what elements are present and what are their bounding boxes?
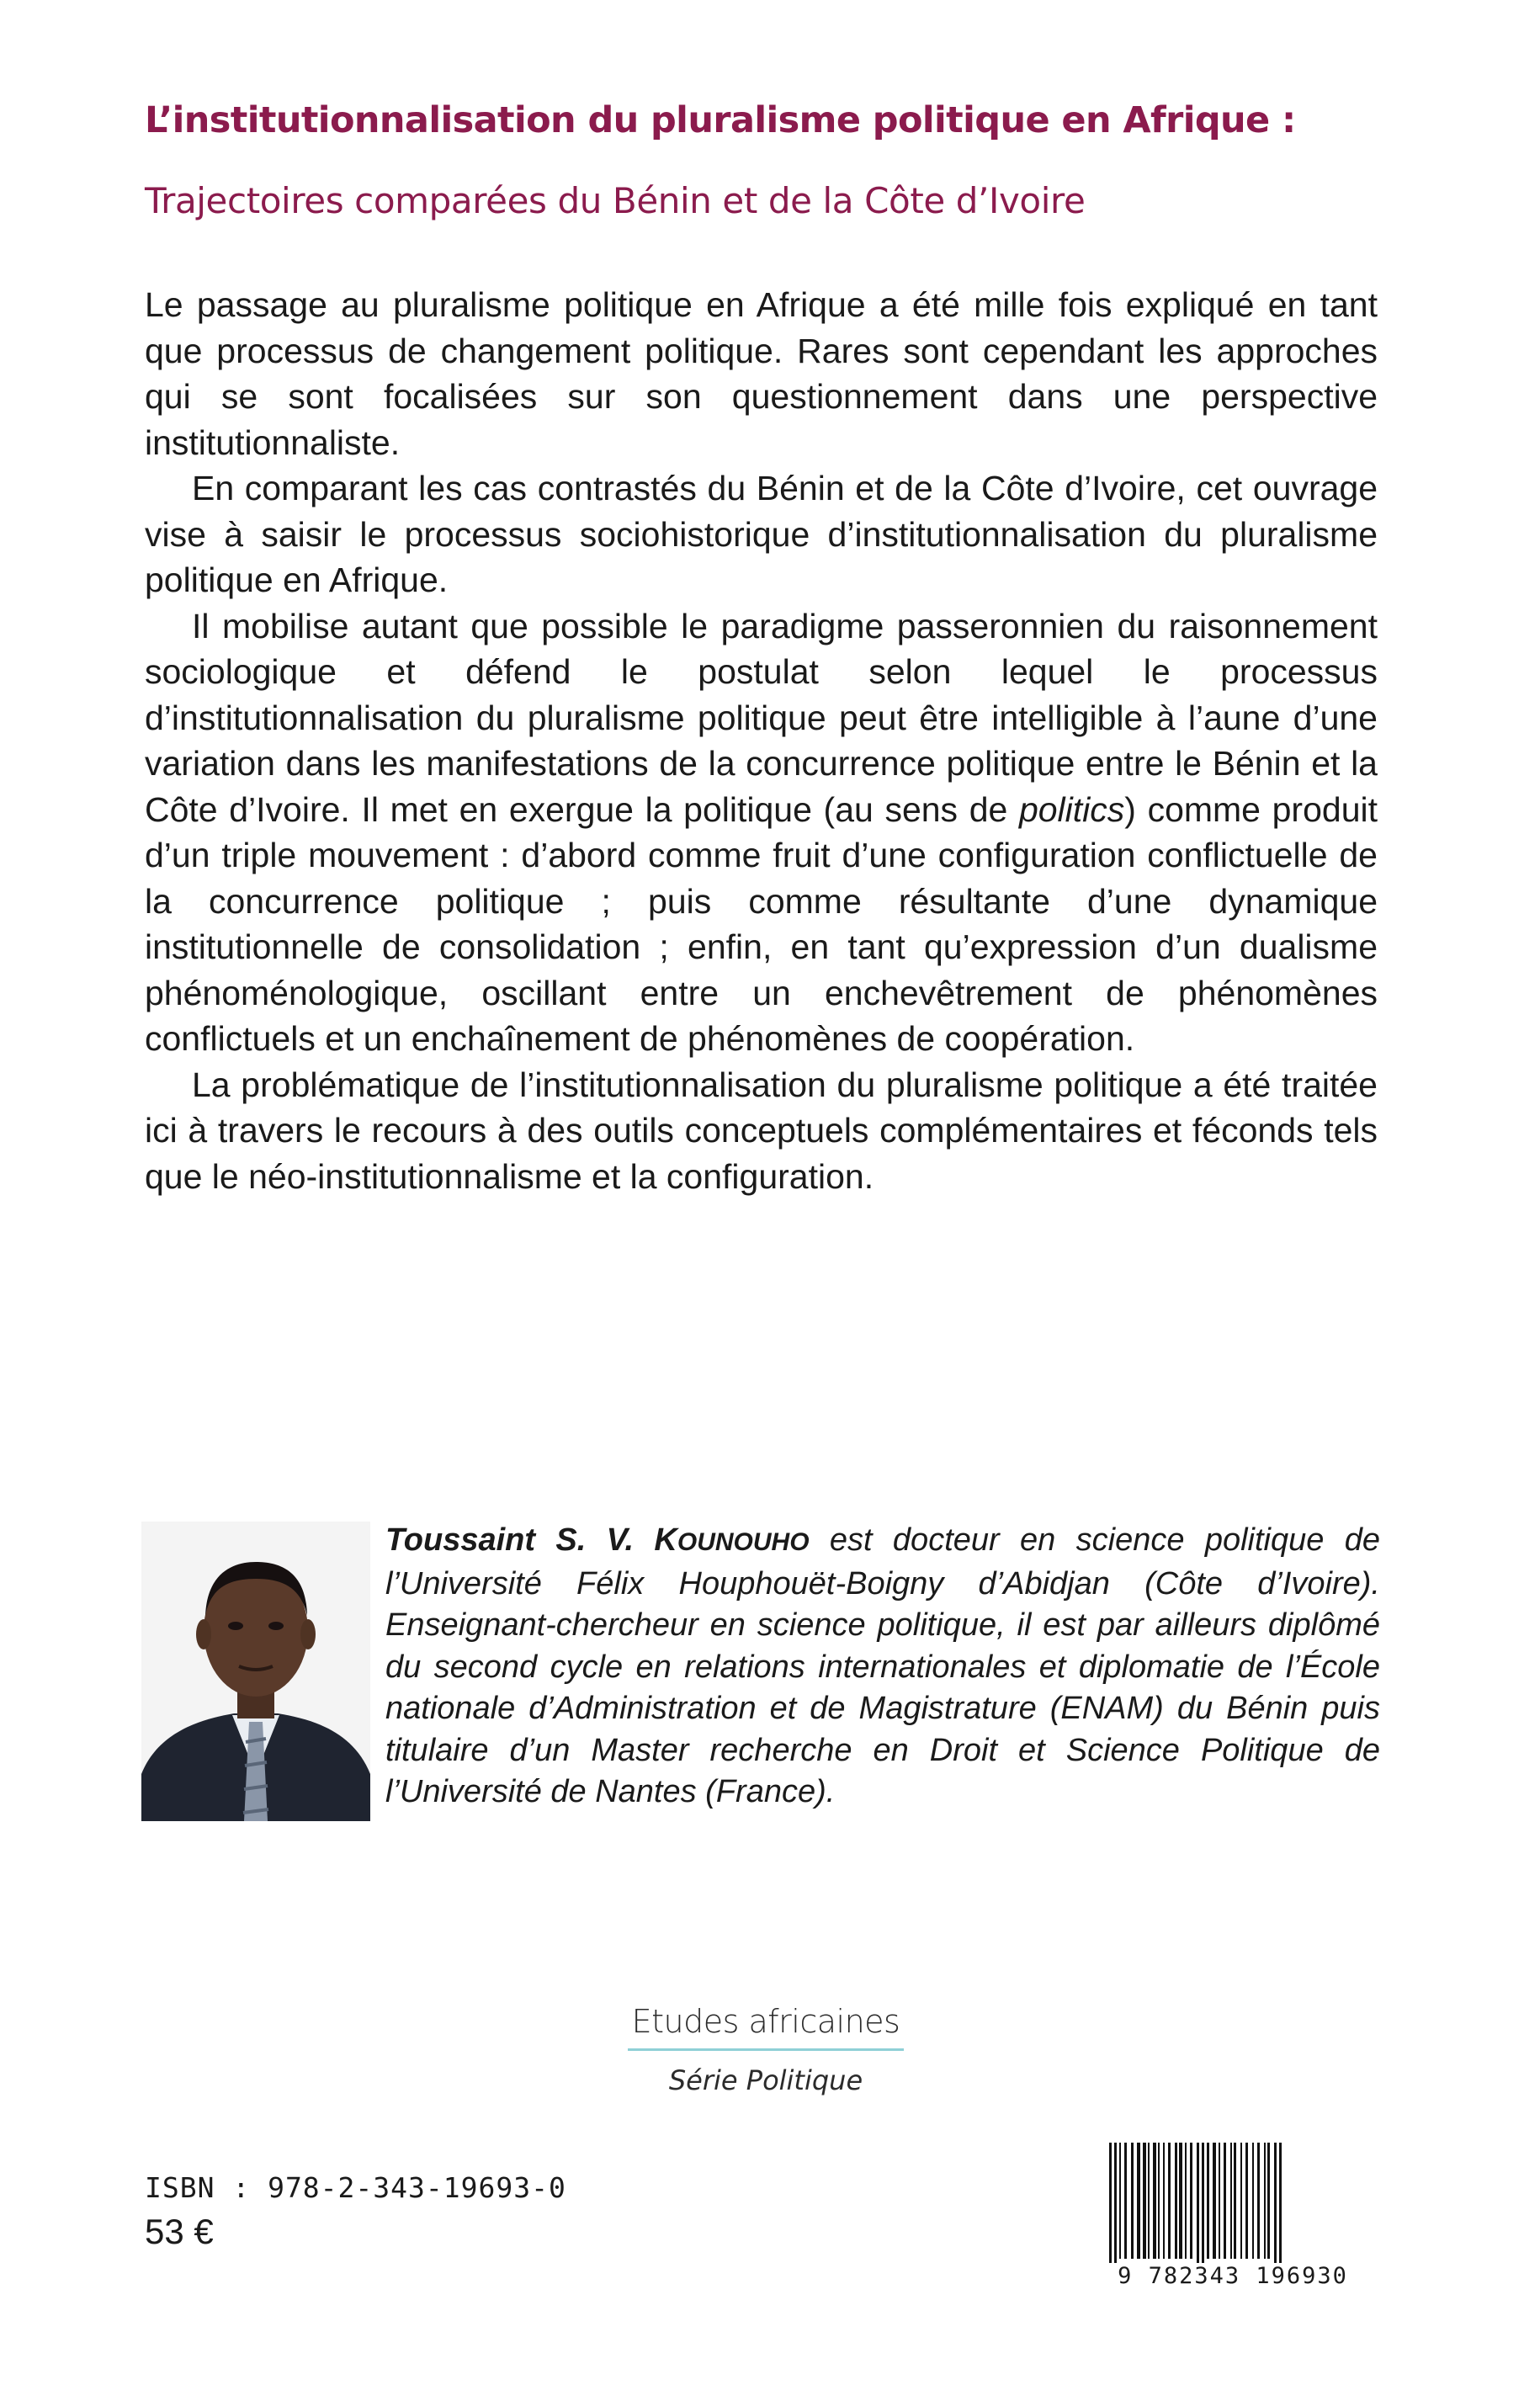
author-bio-body: est docteur en science politique de l’Université Félix Houphouët-Boigny d’Abidjan (Côte d’Ivoire). Enseignant-chercheur en science politique, il est par ailleurs diplômé du second cycle en relations internationales et diplomatie de l’École nationale d’Administration et de Magistrature (ENAM) du Bénin puis titulaire d’un Master recherche en Droit et Science Politique de l’Université de Nantes (France). <box>385 1522 1380 1809</box>
barcode-bar <box>1163 2143 1165 2259</box>
blurb-paragraph-3-end: ) comme produit d’un triple mouvement : d’abord comme fruit d’une configuration conflictuelle de la concurrence politique ; puis comme résultante d’une dynamique institutionnelle de consolidation ; enfin, en tant qu’expression d’un dualisme phénoménologique, oscillant entre un enchevêtrement de phénomènes conflictuels et un enchaînement de phénomènes de coopération. <box>145 789 1378 1058</box>
barcode-bar <box>1245 2143 1248 2259</box>
barcode-bar <box>1124 2143 1127 2259</box>
blurb-paragraph-4: La problématique de l’institutionnalisation du pluralisme politique a été traitée ici à travers le recours à des outils conceptuels complémentaires et féconds tels que le néo-institutionnalisme et la configuration. <box>145 1065 1378 1196</box>
barcode-bar <box>1148 2143 1150 2259</box>
barcode-bar <box>1119 2143 1121 2259</box>
barcode-bar <box>1264 2143 1266 2259</box>
barcode-bar <box>1279 2143 1282 2276</box>
barcode-bar <box>1175 2143 1177 2259</box>
barcode-bar <box>1234 2143 1236 2259</box>
price: 53 € <box>145 2212 214 2251</box>
series-name: Etudes africaines <box>631 2003 900 2040</box>
author-name-first: Toussaint S. V. K <box>385 1522 677 1558</box>
barcode-bar <box>1267 2143 1270 2259</box>
blurb-paragraph-3-start: Il mobilise autant que possible le paradigme passeronnien du raisonnement sociologique et défend le postulat selon lequel le processus d’institutionnalisation du pluralisme politique peut être intelligible à l’aune d’une variation dans les manifestations de la concurrence politique entre le Bénin et la Côte d’Ivoire. Il met en exergue la politique (au sens de <box>145 606 1378 829</box>
series-rule <box>628 2048 904 2051</box>
book-title: L’institutionnalisation du pluralisme politique en Afrique : <box>145 99 1296 141</box>
book-subtitle: Trajectoires comparées du Bénin et de la Côte d’Ivoire <box>145 180 1086 221</box>
barcode-bar <box>1224 2143 1226 2259</box>
author-name-smallcaps: OUNOUHO <box>677 1528 810 1556</box>
barcode-bar <box>1274 2143 1277 2276</box>
barcode-digits: 9 782343 196930 <box>1094 2263 1372 2289</box>
barcode-bar <box>1230 2143 1232 2259</box>
author-bio <box>385 1520 1380 1814</box>
barcode-bar <box>1185 2143 1187 2259</box>
author-name <box>385 1522 810 1558</box>
barcode-bar <box>1190 2143 1192 2259</box>
barcode-bar <box>1109 2143 1112 2276</box>
barcode-bar <box>1197 2143 1199 2276</box>
barcode-bar <box>1143 2143 1146 2259</box>
barcode-bar <box>1131 2143 1134 2259</box>
barcode-bar <box>1158 2143 1160 2259</box>
author-photo <box>141 1522 370 1821</box>
series-block <box>623 2003 909 2096</box>
barcode-bar <box>1179 2143 1182 2259</box>
series-subtitle: Série Politique <box>668 2064 863 2096</box>
blurb <box>145 282 1378 1199</box>
barcode-bar <box>1207 2143 1209 2259</box>
barcode-bar <box>1153 2143 1156 2259</box>
barcode-bar <box>1252 2143 1254 2259</box>
barcode-bar <box>1137 2143 1140 2259</box>
blurb-paragraph-2: En comparant les cas contrastés du Bénin et de la Côte d’Ivoire, cet ouvrage vise à saisir le processus sociohistorique d’institutionnalisation du pluralisme politique en Afrique. <box>145 469 1378 599</box>
barcode-bar <box>1213 2143 1216 2259</box>
blurb-paragraph-3-emphasis: politics <box>1018 789 1125 829</box>
barcode-bar <box>1240 2143 1242 2259</box>
author-bio-text <box>385 1520 1380 1814</box>
barcode <box>1094 2139 1372 2291</box>
blurb-paragraph-1: Le passage au pluralisme politique en Afrique a été mille fois expliqué en tant que processus de changement politique. Rares sont cependant les approches qui se sont focalisées sur son questionnement dans une perspective institutionnaliste. <box>145 285 1378 462</box>
blurb-paragraph-3 <box>145 603 1378 1062</box>
barcode-bar <box>1114 2143 1117 2276</box>
isbn: ISBN : 978-2-343-19693-0 <box>145 2171 566 2204</box>
barcode-bar <box>1257 2143 1260 2259</box>
barcode-bar <box>1202 2143 1204 2276</box>
barcode-bar <box>1168 2143 1171 2259</box>
barcode-bar <box>1219 2143 1220 2259</box>
